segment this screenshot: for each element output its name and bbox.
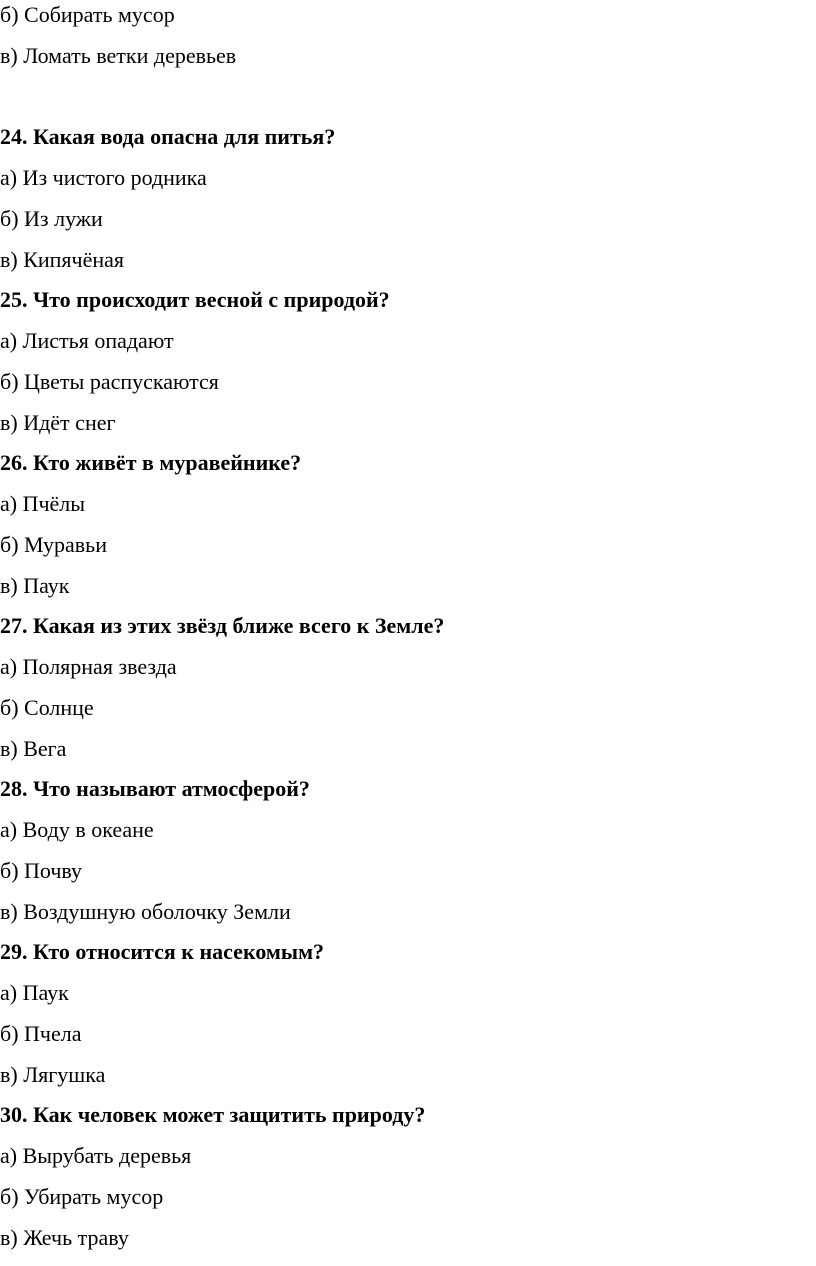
answer-option: в) Воздушную оболочку Земли	[0, 899, 291, 924]
answer-option: б) Собирать мусор	[0, 2, 175, 27]
answer-option: в) Вега	[0, 736, 67, 761]
answer-option: а) Воду в океане	[0, 817, 154, 842]
question-title: 25. Что происходит весной с природой?	[0, 287, 390, 312]
answer-option: а) Полярная звезда	[0, 654, 177, 679]
answer-option: б) Муравьи	[0, 532, 107, 557]
question-title: 28. Что называют атмосферой?	[0, 776, 310, 801]
answer-option: б) Цветы распускаются	[0, 369, 219, 394]
answer-option: б) Солнце	[0, 695, 94, 720]
question-title: 27. Какая из этих звёзд ближе всего к Земле?	[0, 613, 445, 638]
answer-option: а) Паук	[0, 980, 69, 1005]
answer-option: а) Листья опадают	[0, 328, 174, 353]
question-title: 30. Как человек может защитить природу?	[0, 1102, 426, 1127]
answer-option: в) Паук	[0, 573, 70, 598]
answer-option: б) Пчела	[0, 1021, 82, 1046]
answer-option: б) Почву	[0, 858, 83, 883]
answer-option: в) Кипячёная	[0, 247, 125, 272]
question-title: 26. Кто живёт в муравейнике?	[0, 450, 302, 475]
answer-option: в) Идёт снег	[0, 410, 116, 435]
answer-option: а) Пчёлы	[0, 491, 86, 516]
answer-option: в) Жечь траву	[0, 1225, 129, 1250]
answer-option: б) Убирать мусор	[0, 1184, 164, 1209]
question-title: 24. Какая вода опасна для питья?	[0, 124, 336, 149]
answer-option: б) Из лужи	[0, 206, 103, 231]
answer-option: а) Вырубать деревья	[0, 1143, 192, 1168]
question-title: 29. Кто относится к насекомым?	[0, 939, 325, 964]
answer-option: а) Из чистого родника	[0, 165, 207, 190]
answer-option: в) Ломать ветки деревьев	[0, 43, 237, 68]
answer-option: в) Лягушка	[0, 1062, 106, 1087]
